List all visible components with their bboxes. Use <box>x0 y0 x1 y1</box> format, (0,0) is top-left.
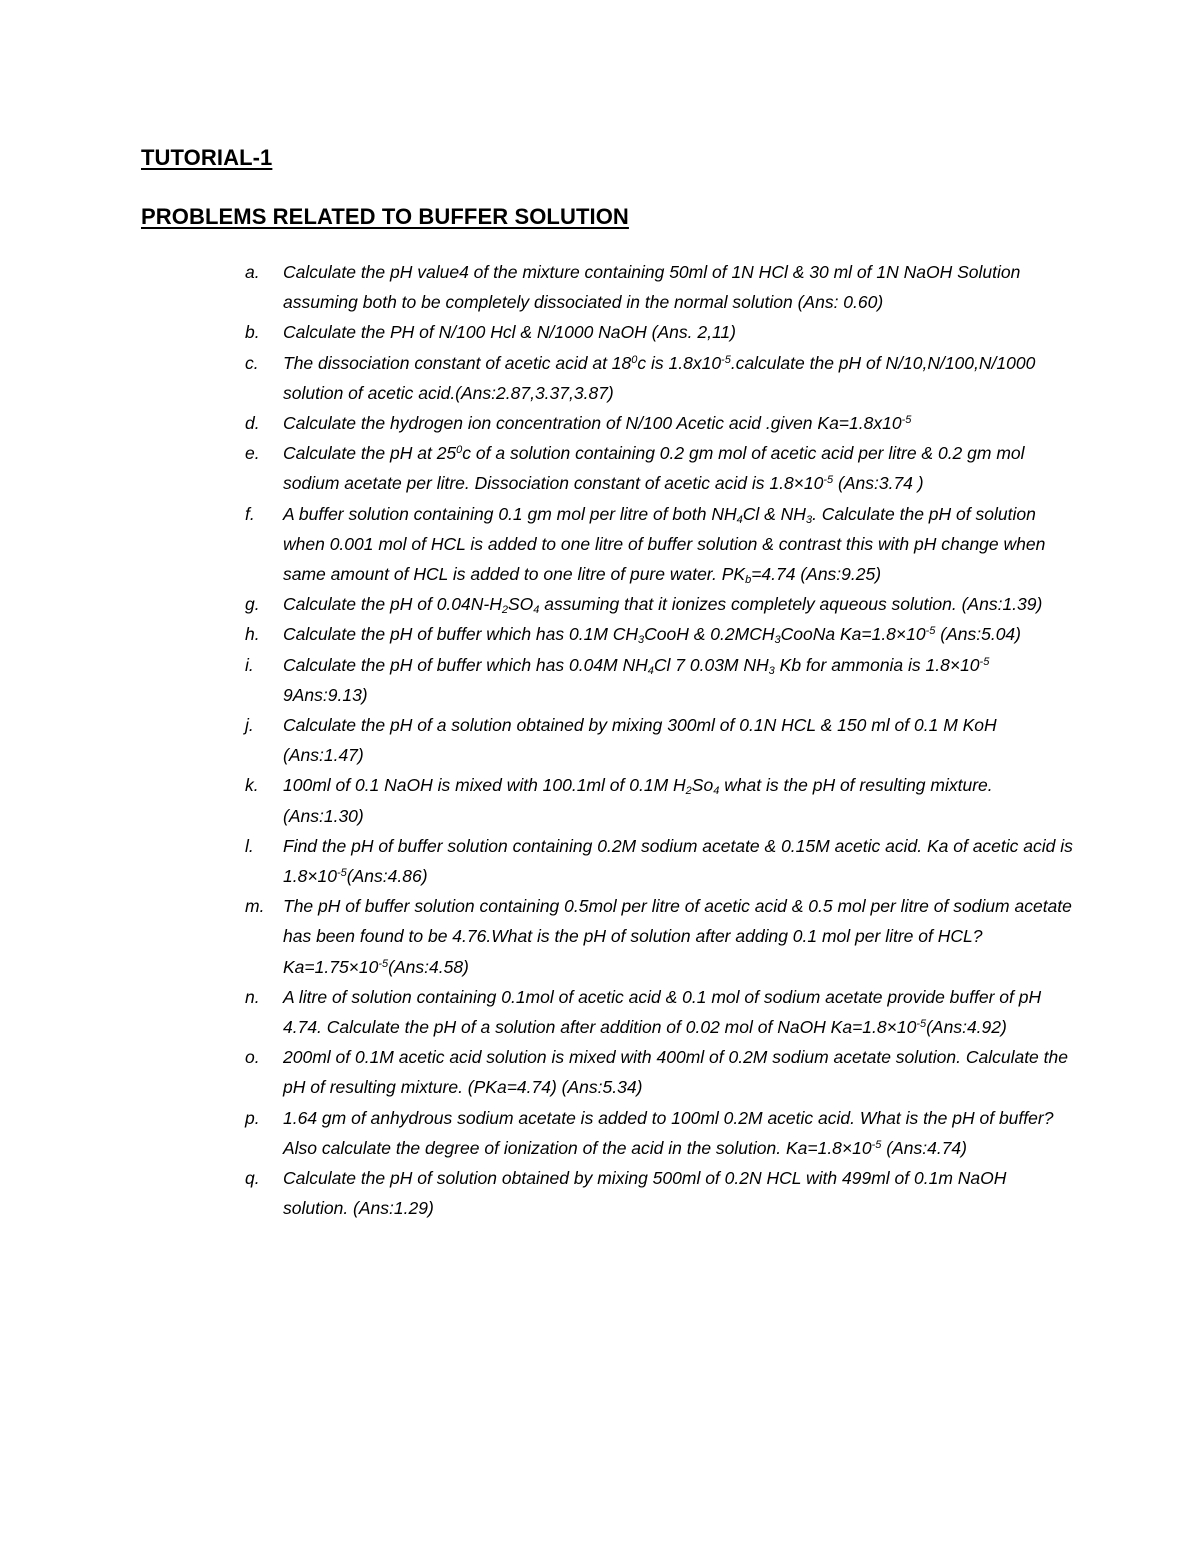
text-run: Calculate the hydrogen ion concentration of N/100 Acetic acid .given Ka=1.8x10 <box>283 413 902 434</box>
problem-item <box>0 770 1200 830</box>
text-run: 200ml of 0.1M acetic acid solution is mixed with 400ml of 0.2M sodium acetate solution. Calculate the pH of resulting mixture. (PKa=4.74) (Ans:5.34) <box>283 1047 1068 1098</box>
superscript: -5 <box>337 867 347 880</box>
problem-text <box>283 1163 1073 1223</box>
problem-item <box>0 499 1200 590</box>
text-run: (Ans:4.92) <box>926 1017 1007 1038</box>
text-run: (Ans:4.58) <box>388 956 469 977</box>
problem-marker: b. <box>245 322 260 343</box>
problem-item <box>0 710 1200 770</box>
problem-item <box>0 589 1200 619</box>
problem-text <box>283 982 1073 1042</box>
problem-text <box>283 770 1073 830</box>
problem-text <box>283 408 1073 438</box>
text-run: Calculate the pH of 0.04N-H <box>283 594 502 615</box>
problem-item <box>0 1042 1200 1102</box>
problem-text <box>283 589 1073 619</box>
problem-marker: i. <box>245 654 254 675</box>
superscript: -5 <box>925 625 936 638</box>
text-run: Calculate the PH of N/100 Hcl & N/1000 NaOH (Ans. 2,11) <box>283 322 736 343</box>
subscript: 4 <box>647 664 654 677</box>
problem-item <box>0 1103 1200 1163</box>
problem-marker: e. <box>245 443 260 464</box>
section-heading: PROBLEMS RELATED TO BUFFER SOLUTION <box>141 204 629 229</box>
problem-item <box>0 1163 1200 1223</box>
subscript: 3 <box>774 634 781 647</box>
problem-marker: o. <box>245 1047 260 1068</box>
problem-marker: p. <box>245 1107 260 1128</box>
problem-text <box>283 438 1073 498</box>
text-run: Calculate the pH of solution obtained by mixing 500ml of 0.2N HCL with 499ml of 0.1m NaOH solution. (Ans:1.29) <box>283 1168 1007 1219</box>
subscript: 3 <box>768 664 775 677</box>
problem-marker: q. <box>245 1168 260 1189</box>
subscript: 4 <box>533 604 540 617</box>
text-run: (Ans:5.04) <box>935 624 1021 645</box>
problem-list <box>0 257 1200 1224</box>
text-run: The pH of buffer solution containing 0.5mol per litre of acetic acid & 0.5 mol per litre of sodium acetate has been found to be 4.76.What is the pH of solution after adding 0.1 mol per litre of HCL?Ka=1.75×10 <box>283 896 1072 977</box>
subscript: 4 <box>736 513 743 526</box>
superscript: -5 <box>378 957 389 970</box>
text-run: what is the pH of resulting mixture.(Ans:1.30) <box>283 775 993 826</box>
superscript: 0 <box>456 444 463 457</box>
text-run: Cl & NH <box>742 503 806 524</box>
text-run: A litre of solution containing 0.1mol of acetic acid & 0.1 mol of sodium acetate provide buffer of pH 4.74. Calculate the pH of a solution after addition of 0.02 mol of NaOH Ka=1.8×10 <box>283 986 1042 1038</box>
superscript: -5 <box>871 1138 882 1151</box>
problem-text <box>283 619 1073 649</box>
text-run: A buffer solution containing 0.1 gm mol per litre of both NH <box>283 503 737 524</box>
problem-item <box>0 650 1200 710</box>
problem-item <box>0 438 1200 498</box>
problem-text <box>283 499 1073 590</box>
text-run: Kb for ammonia is 1.8×10 <box>774 654 980 675</box>
text-run: 1.64 gm of anhydrous sodium acetate is added to 100ml 0.2M acetic acid. What is the pH of buffer? Also calculate the degree of ionization of the acid in the solution. Ka=1.8×10 <box>283 1107 1054 1158</box>
text-run: CooH & 0.2MCH <box>644 624 775 645</box>
text-run: Calculate the pH of buffer which has 0.1M CH <box>283 624 639 645</box>
problem-text <box>283 831 1073 891</box>
text-run: assuming that it ionizes completely aqueous solution. (Ans:1.39) <box>539 594 1043 615</box>
subscript: 3 <box>638 634 645 647</box>
subscript: 3 <box>805 513 813 526</box>
problem-item <box>0 982 1200 1042</box>
text-run: Cl 7 0.03M NH <box>653 654 769 675</box>
text-run: So <box>691 775 714 796</box>
problem-marker: f. <box>245 503 255 524</box>
problem-item <box>0 891 1200 982</box>
problem-text <box>283 317 1073 347</box>
text-run: 100ml of 0.1 NaOH is mixed with 100.1ml of 0.1M H <box>283 775 686 796</box>
superscript: -5 <box>979 655 990 668</box>
text-run: SO <box>508 594 534 615</box>
text-run: 9Ans:9.13) <box>283 684 368 705</box>
problem-marker: m. <box>245 896 265 917</box>
subscript: 2 <box>501 604 508 617</box>
text-run: (Ans:3.74 ) <box>833 473 924 494</box>
problem-text <box>283 257 1073 317</box>
problem-marker: d. <box>245 413 260 434</box>
superscript: -5 <box>721 353 731 366</box>
text-run: . Calculate the pH of solution when 0.001 mol of HCL is added to one litre of buffer solution & contrast this with pH change when same amount of HCL is added to one litre of pure water. PK <box>283 503 1046 585</box>
text-run: The dissociation constant of acetic acid at 18 <box>283 352 632 373</box>
problem-item <box>0 317 1200 347</box>
problem-item <box>0 831 1200 891</box>
problem-item <box>0 348 1200 408</box>
problem-marker: l. <box>245 835 254 856</box>
superscript: -5 <box>823 474 834 487</box>
text-run: Calculate the pH of buffer which has 0.04M NH <box>283 654 648 675</box>
text-run: Calculate the pH value4 of the mixture containing 50ml of 1N HCl & 30 ml of 1N NaOH Solution assuming both to be completely dissociated in the normal solution (Ans: 0.60) <box>283 262 1021 313</box>
subscript: b <box>745 574 752 587</box>
problem-item <box>0 408 1200 438</box>
problem-text <box>283 650 1073 710</box>
text-run: c of a solution containing 0.2 gm mol of acetic acid per litre & 0.2 gm mol sodium acetate per litre. Dissociation constant of acetic acid is 1.8×10 <box>283 443 1025 494</box>
superscript: -5 <box>901 414 912 427</box>
text-run: (Ans:4.86) <box>346 866 428 887</box>
page-title: TUTORIAL-1 <box>141 145 273 170</box>
problem-marker: j. <box>245 715 254 736</box>
text-run: (Ans:4.74) <box>881 1137 967 1158</box>
text-run: .calculate the pH of N/10,N/100,N/1000 solution of acetic acid.(Ans:2.87,3.37,3.87) <box>283 352 1036 403</box>
problem-marker: k. <box>245 775 259 796</box>
superscript: -5 <box>916 1018 927 1031</box>
text-run: Calculate the pH at 25 <box>283 443 457 464</box>
problem-marker: g. <box>245 594 260 615</box>
problem-text <box>283 891 1073 982</box>
superscript: 0 <box>631 353 638 366</box>
problem-marker: n. <box>245 986 260 1007</box>
problem-marker: h. <box>245 624 260 645</box>
problem-marker: c. <box>245 352 259 373</box>
problem-item <box>0 257 1200 317</box>
text-run: CooNa Ka=1.8×10 <box>780 624 926 645</box>
problem-item <box>0 619 1200 649</box>
problem-marker: a. <box>245 262 260 282</box>
problem-text <box>283 1103 1073 1163</box>
text-run: Calculate the pH of a solution obtained by mixing 300ml of 0.1N HCL & 150 ml of 0.1 M KoH (Ans:1.47) <box>283 715 997 766</box>
problem-text <box>283 710 1073 770</box>
text-run: c is 1.8x10 <box>637 352 722 373</box>
subscript: 2 <box>685 785 692 798</box>
text-run: =4.74 (Ans:9.25) <box>751 564 882 585</box>
problem-text <box>283 1042 1073 1102</box>
problem-text <box>283 348 1073 408</box>
subscript: 4 <box>713 785 720 798</box>
text-run: Find the pH of buffer solution containing 0.2M sodium acetate & 0.15M acetic acid. Ka of acetic acid is 1.8×10 <box>283 835 1073 887</box>
